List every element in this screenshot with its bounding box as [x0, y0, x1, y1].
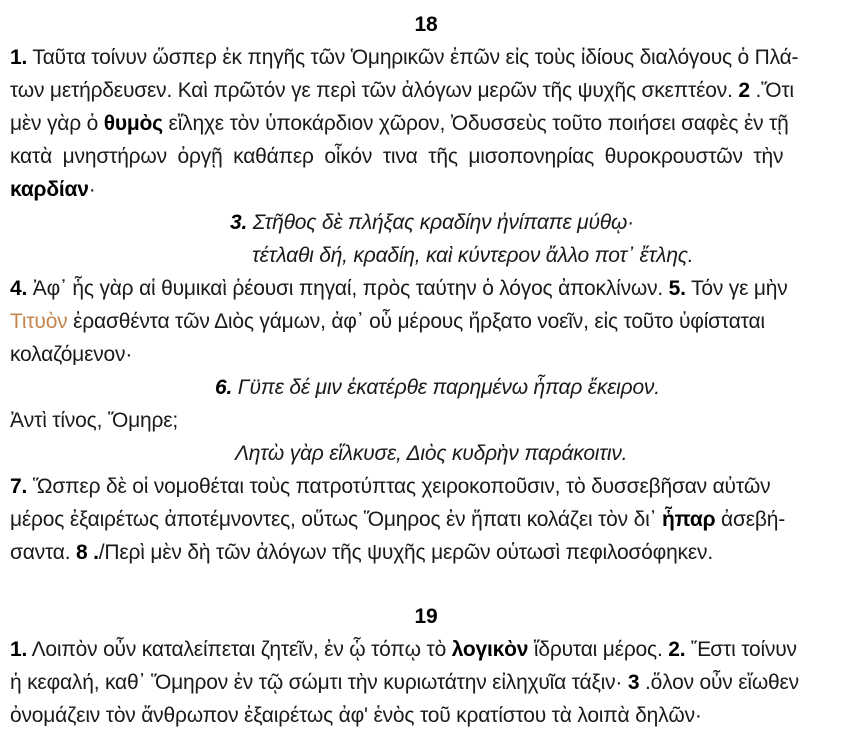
- bold-text-run: 2.: [668, 638, 686, 661]
- text-line: [10, 305, 842, 338]
- text-line: [10, 338, 842, 371]
- bold-text-run: 2: [738, 79, 750, 102]
- text-line: [10, 239, 842, 272]
- text-run: των μετήρδευσεν. Καὶ πρῶτόν γε περὶ τῶν ἀλόγων μερῶν τῆς ψυχῆς σκεπτέον.: [10, 79, 739, 102]
- section-18-lines: [10, 41, 842, 569]
- section-heading-18: 18: [414, 13, 438, 36]
- bold-text-run: 8 .: [76, 541, 99, 564]
- bold-text-run: 7.: [10, 475, 28, 498]
- text-run: μὲν γὰρ ὁ: [10, 112, 104, 135]
- text-run: Τόν γε μὴν: [685, 277, 788, 300]
- bold-text-run: 1.: [10, 638, 28, 661]
- text-line: [10, 437, 842, 470]
- bold-text-run: 3: [627, 671, 640, 694]
- text-run: σαντα.: [10, 541, 77, 564]
- text-run: ἐρασθέντα τῶν Διὸς γάμων, ἀφ᾽ οὗ μέρους ἤρξατο νοεῖν, εἰς τοῦτο ὑφίσταται: [67, 310, 765, 333]
- text-run: .ὅλον οὖν εἴωθεν: [639, 671, 799, 694]
- text-run: κολαζόμενον·: [10, 343, 133, 366]
- text-run: /Περὶ μὲν δὴ τῶν ἀλόγων τῆς ψυχῆς μερῶν οὑτωσὶ πεφιλοσόφηκεν.: [98, 541, 713, 564]
- text-run: Ὥσπερ δὲ οἱ νομοθέται τοὺς πατροτύπτας χειροκοποῦσιν, τὸ δυσσεβῆσαν αὐτῶν: [27, 475, 771, 498]
- bold-text-run: 3.: [230, 211, 248, 234]
- text-run: ὀνομάζειν τὸν ἄνθρωπον ἐξαιρέτως ἀφ' ἑνὸς τοῦ κρατίστου τὰ λοιπὰ δηλῶν·: [10, 704, 702, 727]
- text-line: [10, 107, 842, 140]
- text-run: Στῆθος δὲ πλήξας κραδίην ἠνίπαπε μύθῳ·: [247, 211, 634, 234]
- bold-text-run: καρδίαν: [10, 178, 89, 201]
- text-run: Ταῦτα τοίνυν ὥσπερ ἐκ πηγῆς τῶν Ὁμηρικῶν ἐπῶν εἰς τοὺς ἰδίους διαλόγους ὁ Πλά-: [27, 46, 799, 69]
- text-run: κατὰ μνηστήρων ὀργῇ καθάπερ οἶκόν τινα τῆς μισοπονηρίας θυροκρουστῶν τὴν: [10, 145, 784, 168]
- text-line: [10, 173, 842, 206]
- text-line: [10, 74, 842, 107]
- bold-text-run: θυμὸς: [103, 112, 163, 135]
- bold-text-run: ἧπαρ: [661, 508, 716, 531]
- text-run: Ἔστι τοίνυν: [685, 638, 797, 661]
- text-run: ἵδρυται μέρος.: [528, 638, 669, 661]
- text-line: [10, 470, 842, 503]
- text-line: [10, 272, 842, 305]
- text-line: [10, 503, 842, 536]
- text-line: [10, 404, 842, 437]
- highlighted-term: Τιτυὸν: [10, 310, 68, 333]
- text-run: ·: [88, 178, 96, 201]
- bold-text-run: λογικὸν: [451, 638, 529, 661]
- text-run: .Ὅτι: [749, 79, 794, 102]
- text-run: Ἀφ᾽ ἧς γὰρ αἱ θυμικαὶ ῥέουσι πηγαί, πρὸς ταύτην ὁ λόγος ἀποκλίνων.: [27, 277, 669, 300]
- bold-text-run: 1.: [10, 46, 28, 69]
- text-run: εἴληχε τὸν ὑποκάρδιον χῶρον, Ὀδυσσεὺς τοῦτο ποιήσει σαφὲς ἐν τῇ: [162, 112, 789, 135]
- bold-text-run: 4.: [10, 277, 28, 300]
- text-line: [10, 140, 842, 173]
- bold-text-run: 5.: [668, 277, 686, 300]
- text-run: Ἀντὶ τίνος, Ὅμηρε;: [10, 409, 178, 432]
- text-line: [10, 371, 842, 404]
- section-19-lines: [10, 633, 842, 732]
- text-run: ἀσεβή-: [715, 508, 786, 531]
- text-line: [10, 633, 842, 666]
- text-run: τέτλαθι δή, κραδίη, καὶ κύντερον ἄλλο ποτ᾽ ἔτλης.: [252, 244, 694, 267]
- section-18: [10, 8, 842, 569]
- text-run: Λητὼ γὰρ εἵλκυσε, Διὸς κυδρὴν παράκοιτιν.: [235, 442, 628, 465]
- text-run: ἡ κεφαλή, καθ᾽ Ὅμηρον ἐν τῷ σώμτι τὴν κυριωτάτην εἰληχυῖα τάξιν·: [10, 671, 628, 694]
- section-19: [10, 600, 842, 732]
- text-line: [10, 41, 842, 74]
- text-line: [10, 536, 842, 569]
- text-line: [10, 206, 842, 239]
- text-run: Γϋπε δέ μιν ἑκατέρθε παρημένω ἧπαρ ἔκειρον.: [232, 376, 660, 399]
- text-line: [10, 699, 842, 732]
- text-run: Λοιπὸν οὖν καταλείπεται ζητεῖν, ἐν ᾧ τόπῳ τὸ: [27, 638, 452, 661]
- bold-text-run: 6.: [215, 376, 233, 399]
- section-heading-19: 19: [414, 605, 438, 628]
- text-run: μέρος ἐξαιρέτως ἀποτέμνοντες, οὕτως Ὅμηρος ἐν ἥπατι κολάζει τὸν δι᾽: [10, 508, 662, 531]
- text-line: [10, 666, 842, 699]
